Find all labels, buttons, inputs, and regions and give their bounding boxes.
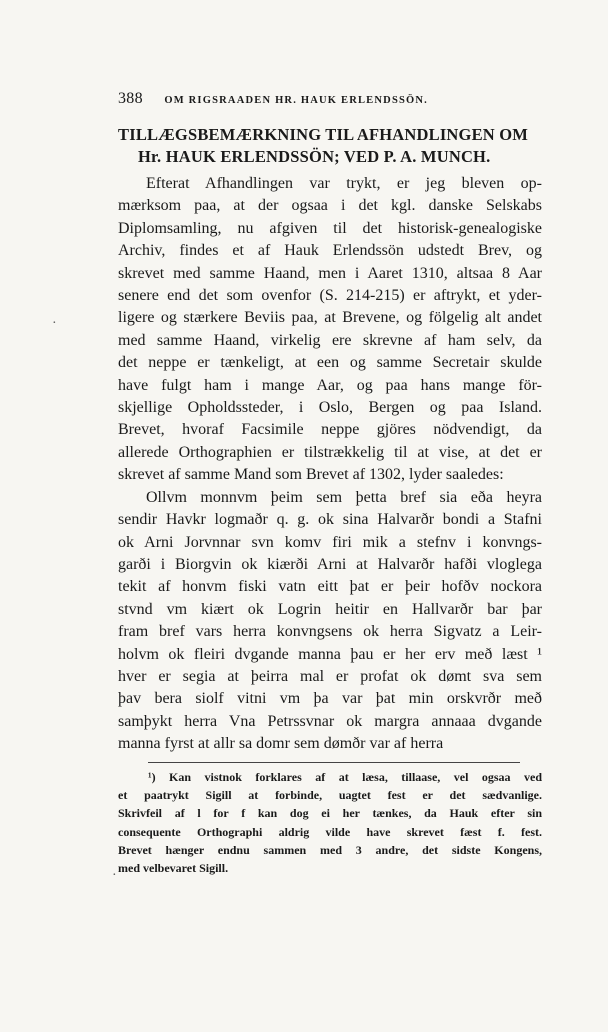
body-line: Brevet, hvoraf Facsimile neppe gjöres nödvendigt, da <box>118 421 542 439</box>
footnote-line: med velbevaret Sigill. <box>118 861 229 876</box>
body-line: have fulgt ham i mange Aar, og paa hans mange för- <box>118 376 542 394</box>
title-line-1: TILLÆGSBEMÆRKNING TIL AFHANDLINGEN OM <box>118 125 529 144</box>
body-line: Efterat Afhandlingen var trykt, er jeg bleven op- <box>146 175 542 192</box>
body-line: Diplomsamling, nu afgiven til det historisk-genealogiske <box>118 219 542 237</box>
body-line: skrevet med samme Haand, men i Aaret 1310, altsaa 8 Aar <box>118 264 542 282</box>
section-title <box>118 124 544 168</box>
footnote-rule <box>148 762 520 763</box>
footnote <box>118 768 542 877</box>
body-line: skrevet af samme Mand som Brevet af 1302, lyder saaledes: <box>118 466 504 484</box>
body-line: sendir Havkr logmaðr q. g. ok sina Halvarðr bondi a Stafni <box>118 511 542 529</box>
body-text <box>118 173 542 756</box>
footnote-line: Brevet hænger endnu sammen med 3 andre, det sidste Kongens, <box>118 842 542 857</box>
body-line: allerede Orthographien er tilstrækkelig til at vise, at det er <box>118 443 542 461</box>
footnote-line: Skrivfeil af l for f kan dog ei her tænkes, da Hauk efter sin <box>118 806 542 821</box>
body-line: ligere og stærkere Beviis paa, at Brevene, og fölgelig alt andet <box>118 309 542 327</box>
body-line: hver er segia at þeirra mal er profat ok dømt sva sem <box>118 667 542 685</box>
body-line: Archiv, findes et af Hauk Erlendssön udstedt Brev, og <box>118 242 542 260</box>
page-header <box>118 90 538 108</box>
body-line: fram bref vars herra konvngsens ok herra Sigvatz a Leir- <box>118 623 542 641</box>
body-line: Ollvm monnvm þeim sem þetta bref sia eða heyra <box>146 488 542 506</box>
margin-mark: · <box>112 868 117 883</box>
body-line: tekit af honvm fiski vatn eitt þat er þeir hofðv nockora <box>118 578 542 596</box>
margin-mark: · <box>52 316 57 331</box>
page-number: 388 <box>118 90 143 107</box>
body-line: ok Arni Jorvnnar svn komv firi mik a stefnv i konvngs- <box>118 533 542 551</box>
body-line: þav bera siolf vitni vm þa var þat min orskvrðr með <box>118 690 542 708</box>
body-line: senere end det som ovenfor (S. 214-215) er aftrykt, et yder- <box>118 287 542 305</box>
running-title: OM RIGSRAADEN HR. HAUK ERLENDSSÖN. <box>164 95 429 106</box>
footnote-line: consequente Orthographi aldrig vilde have skrevet fæst f. fest. <box>118 824 542 839</box>
body-line: med samme Haand, virkelig ere skrevne af ham selv, da <box>118 331 542 349</box>
body-line: garði i Biorgvin ok kiærði Arni at Halvarðr hafði vloglega <box>118 555 542 573</box>
body-line: stvnd vm kiært ok Logrin heitir en Hallvarðr bar þar <box>118 600 542 618</box>
body-line: mærksom paa, at der ogsaa i det kgl. danske Selskabs <box>118 197 542 215</box>
body-line: det neppe er tænkeligt, at een og samme Secretair skulde <box>118 354 542 372</box>
footnote-line: ¹) Kan vistnok forklares af at læsa, tillaase, vel ogsaa ved <box>148 770 542 784</box>
body-line: manna fyrst at allr sa domr sem dømðr var af herra <box>118 735 444 753</box>
body-line: samþykt herra Vna Petrssvnar ok margra annaaa dvgande <box>118 712 542 730</box>
body-line: skjellige Opholdssteder, i Oslo, Bergen og paa Island. <box>118 399 542 417</box>
body-line: holvm ok fleiri dvgande manna þau er her erv með læst ¹ <box>118 645 542 663</box>
title-line-2: Hr. HAUK ERLENDSSÖN; VED P. A. MUNCH. <box>138 147 491 166</box>
footnote-line: et paatrykt Sigill at forbinde, uagtet fest er det sædvanlige. <box>118 788 542 803</box>
